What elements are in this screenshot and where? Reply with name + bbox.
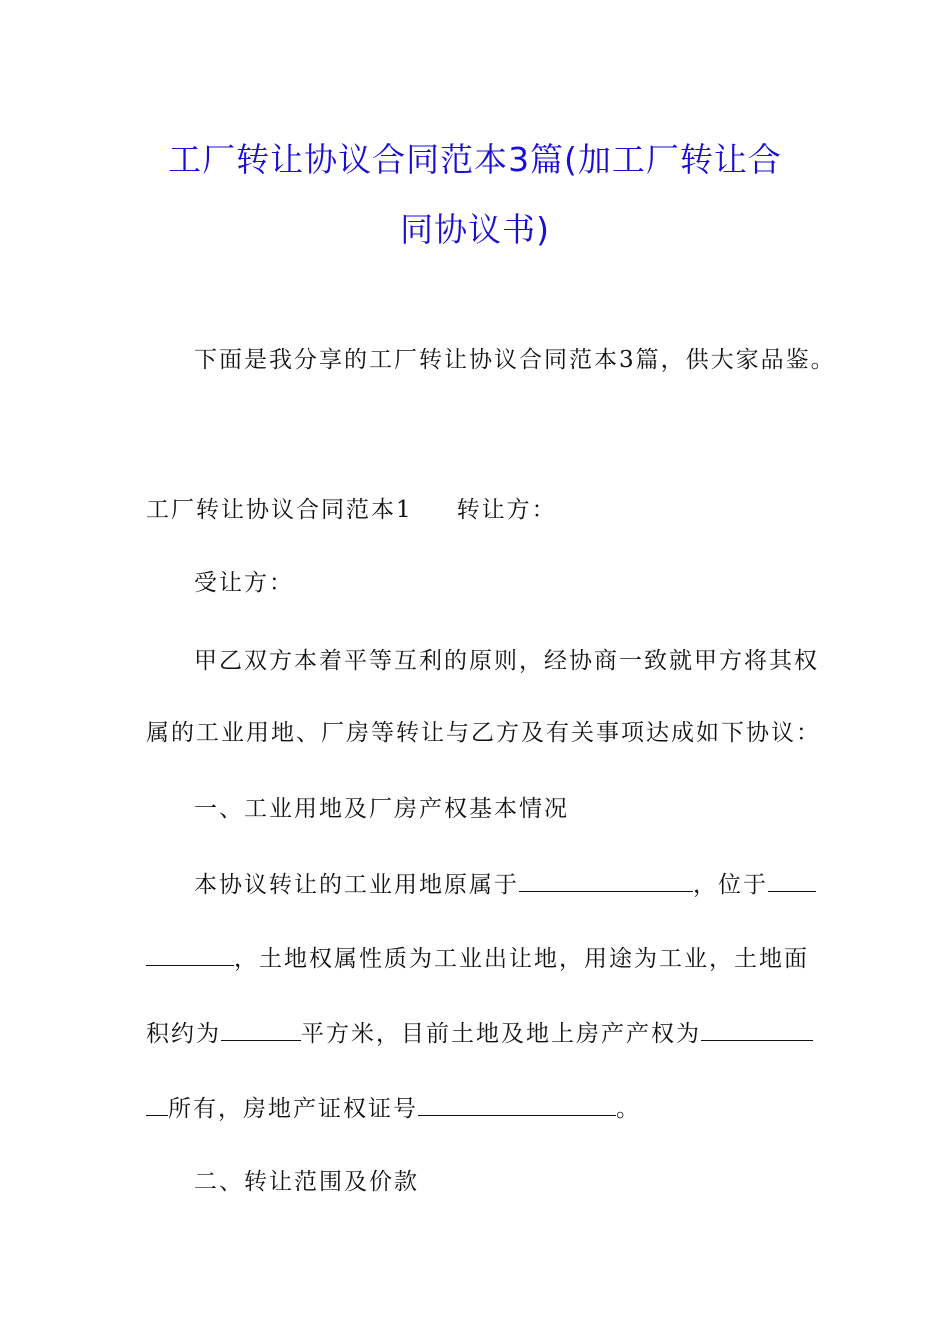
fill-blank-certificate-no[interactable] [418, 1093, 616, 1116]
document-title-line-1: 工厂转让协议合同范本3篇(加工厂转让合 [168, 140, 782, 179]
clause-1-text-c: ，土地权属性质为工业出让地，用途为工业，土地面 [234, 946, 809, 972]
clause-1-text-e: 平方米，目前土地及地上房产产权为 [301, 1021, 701, 1047]
section-heading: 工厂转让协议合同范本1 [146, 497, 413, 523]
fill-blank-owner-cont[interactable] [146, 1093, 168, 1116]
document-title-line-2: 同协议书) [400, 210, 550, 249]
fill-blank-original-owner[interactable] [519, 869, 693, 892]
transferor-label: 转让方： [456, 497, 557, 523]
intro-paragraph: 下面是我分享的工厂转让协议合同范本3篇，供大家品鉴。 [194, 347, 836, 373]
paragraph-1-line-2: 属的工业用地、厂房等转让与乙方及有关事项达成如下协议： [146, 720, 821, 746]
paragraph-1-line-1: 甲乙双方本着平等互利的原则，经协商一致就甲方将其权 [194, 648, 819, 674]
clause-1-text-g: 。 [616, 1096, 641, 1122]
fill-blank-location-cont[interactable] [146, 943, 234, 966]
transferee-label: 受让方： [194, 570, 294, 596]
clause-1-text-f: 所有，房地产证权证号 [168, 1096, 418, 1122]
clause-1-text-d: 积约为 [146, 1021, 221, 1047]
section-heading-row [146, 495, 816, 525]
clause-2-heading: 二、转让范围及价款 [194, 1169, 419, 1195]
clause-1-text-a: 本协议转让的工业用地原属于 [194, 872, 519, 898]
clause-1-line-1 [194, 869, 816, 900]
clause-1-heading: 一、工业用地及厂房产权基本情况 [194, 796, 569, 822]
clause-1-line-2 [146, 943, 816, 974]
clause-1-line-3 [146, 1018, 816, 1049]
fill-blank-location[interactable] [768, 869, 816, 892]
fill-blank-owner[interactable] [701, 1018, 813, 1041]
clause-1-text-b: ，位于 [693, 872, 768, 898]
clause-1-line-4 [146, 1093, 816, 1124]
fill-blank-area[interactable] [221, 1018, 301, 1041]
